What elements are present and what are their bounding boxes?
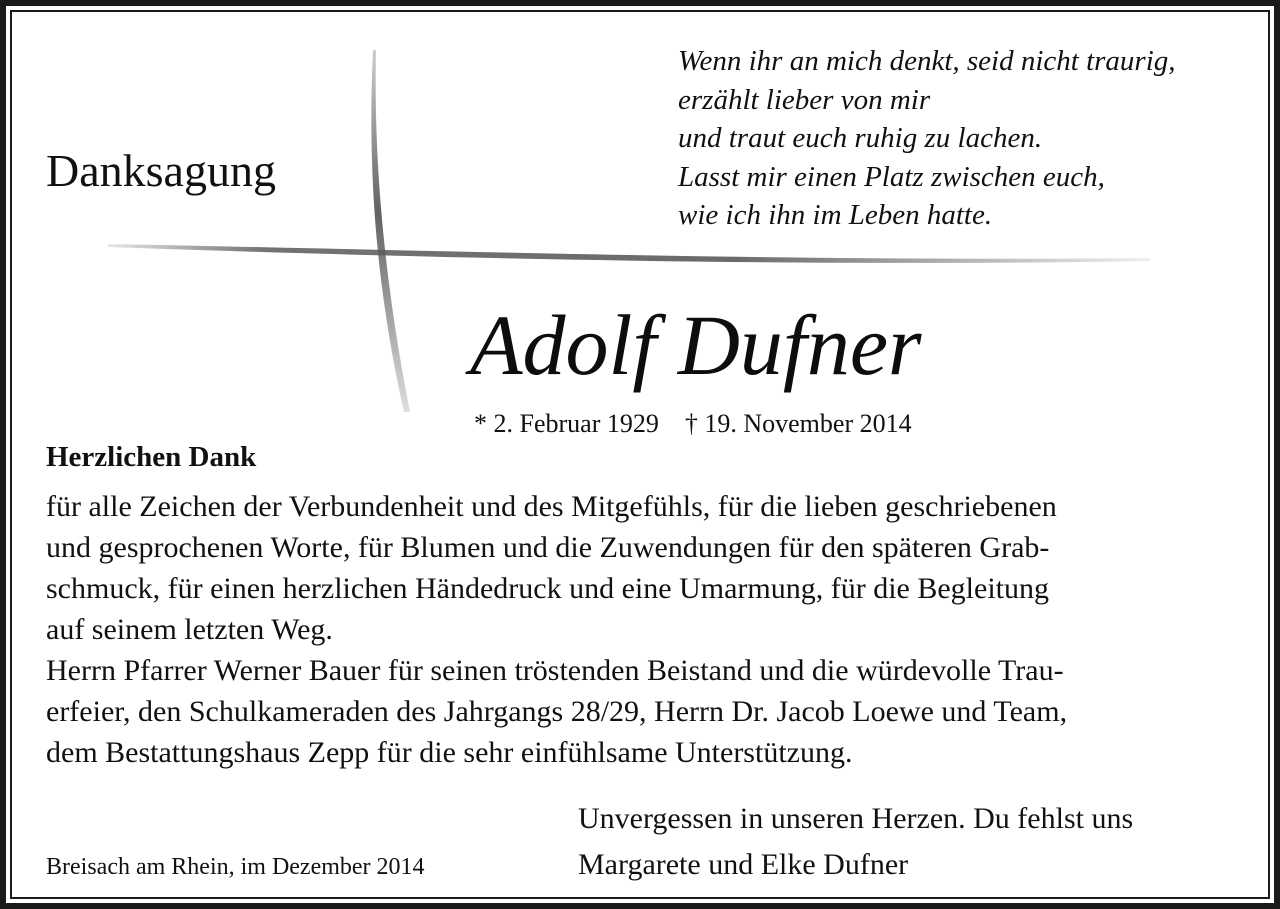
- poem-line: wie ich ihn im Leben hatte.: [678, 199, 993, 231]
- text-line: für alle Zeichen der Verbundenheit und des Mitgefühls, für die lieben geschriebenen: [46, 490, 1057, 523]
- birth-date: * 2. Februar 1929: [474, 409, 659, 438]
- text-line: und gesprochenen Worte, für Blumen und die Zuwendungen für den späteren Grab-: [46, 531, 1050, 564]
- text-line: erfeier, den Schulkameraden des Jahrgangs 28/29, Herrn Dr. Jacob Loewe und Team,: [46, 695, 1068, 728]
- closing-line: Unvergessen in unseren Herzen. Du fehlst uns: [578, 802, 1134, 835]
- cross-horizontal-stroke: [108, 244, 1150, 263]
- text-line: dem Bestattungshaus Zepp für die sehr einfühlsame Unterstützung.: [46, 736, 853, 769]
- poem-line: Lasst mir einen Platz zwischen euch,: [678, 160, 1105, 193]
- thanks-text: [46, 486, 1236, 773]
- poem-line: und traut euch ruhig zu lachen.: [678, 122, 1043, 154]
- text-line: Herrn Pfarrer Werner Bauer für seinen tröstenden Beistand und die würdevolle Trau-: [46, 654, 1064, 687]
- poem: [678, 42, 1176, 235]
- text-line: auf seinem letzten Weg.: [46, 613, 333, 646]
- signatories: Margarete und Elke Dufner: [578, 848, 909, 881]
- poem-line: erzählt lieber von mir: [678, 83, 931, 116]
- text-line: schmuck, für einen herzlichen Händedruck und eine Umarmung, für die Begleitung: [46, 572, 1049, 605]
- death-date: † 19. November 2014: [684, 409, 912, 438]
- place-date: Breisach am Rhein, im Dezember 2014: [46, 854, 425, 880]
- notice-heading: Danksagung: [46, 145, 276, 196]
- cross-vertical-stroke: [371, 50, 410, 412]
- poem-line: Wenn ihr an mich denkt, seid nicht traurig,: [678, 45, 1176, 77]
- thanks-heading: Herzlichen Dank: [46, 441, 257, 473]
- life-dates: [474, 406, 912, 442]
- closing-block: [578, 796, 1133, 888]
- deceased-name: Adolf Dufner: [470, 297, 922, 393]
